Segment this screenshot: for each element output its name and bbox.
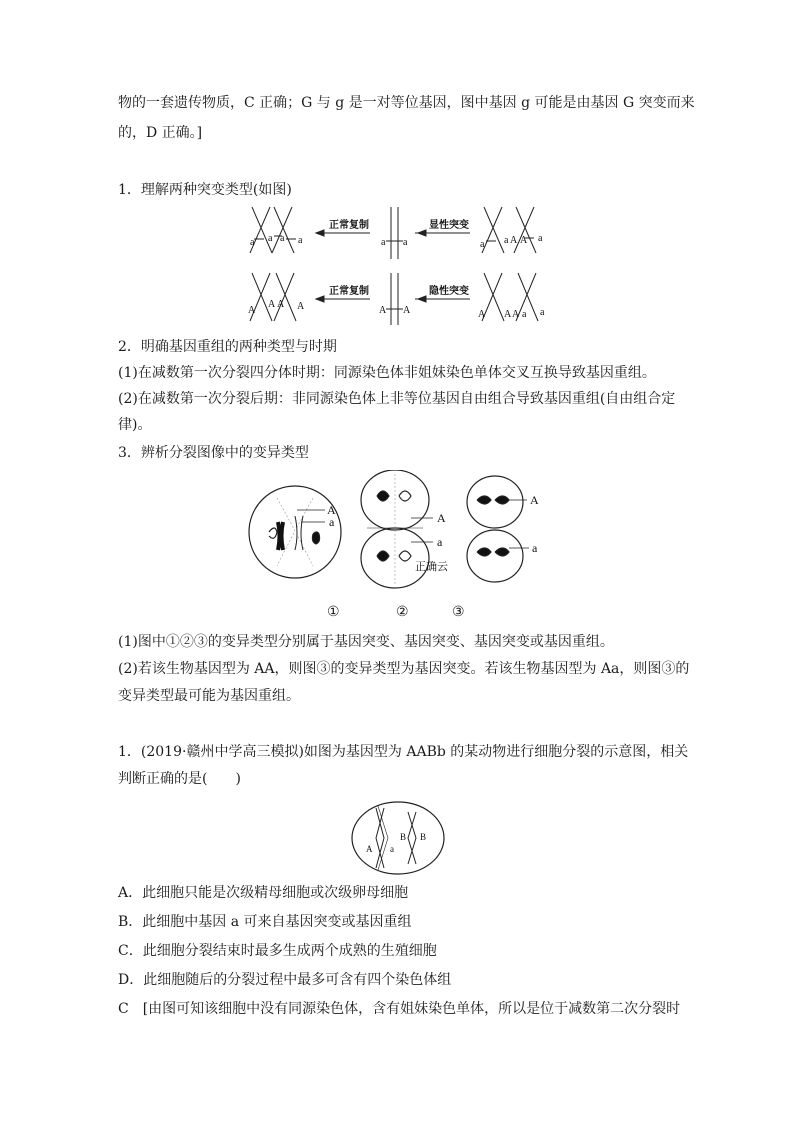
row1-center-chromosome <box>386 207 403 259</box>
row2-left-chromosomes <box>250 273 296 321</box>
cell-1-gene-A: A <box>327 503 336 517</box>
gene-label-a: a <box>268 233 273 244</box>
gene-label-a: a <box>298 235 303 246</box>
cell-2-gene-a: a <box>437 535 443 549</box>
gene-label-A: A <box>268 299 276 310</box>
gene-label-a: a <box>504 235 509 246</box>
gene-label-a: a <box>250 237 255 248</box>
figure-label-1: ① <box>327 604 340 620</box>
section-2-point-1: (1)在减数第一次分裂四分体时期：同源染色体非姐妹染色单体交叉互换导致基因重组。 <box>118 365 656 381</box>
section-3-title: 3．辨析分裂图像中的变异类型 <box>118 445 309 461</box>
row1-right-chromosomes <box>482 207 536 253</box>
gene-label-A: A <box>504 309 512 320</box>
answer-explanation: C [由图可知该细胞中没有同源染色体，含有姐妹染色单体，所以是位于减数第二次分裂时 <box>118 1001 681 1017</box>
section-3-point-1: (1)图中①②③的变异类型分别属于基因突变、基因突变、基因突变或基因重组。 <box>118 634 614 650</box>
gene-label-A: A <box>379 305 387 316</box>
cell-2-gene-A: A <box>437 511 446 525</box>
question-1-stem-cont: 判断正确的是( ) <box>118 771 241 787</box>
row2-center-chromosome <box>386 273 403 325</box>
row1-left-chromosomes <box>250 207 296 253</box>
question-1-cell-figure <box>350 800 446 876</box>
gene-label-a: a <box>381 237 386 248</box>
gene-label-a: a <box>280 233 285 244</box>
cell-1-gene-a: a <box>329 515 335 529</box>
cell-3-gene-A: A <box>530 493 539 507</box>
figure-label-3: ③ <box>452 604 465 620</box>
gene-label-A: A <box>248 305 256 316</box>
option-c: C．此细胞分裂结束时最多生成两个成熟的生殖细胞 <box>118 943 437 959</box>
option-b: B．此细胞中基因 a 可来自基因突变或基因重组 <box>118 914 412 930</box>
gene-label-a: a <box>403 237 408 248</box>
option-d: D．此细胞随后的分裂过程中最多可含有四个染色体组 <box>118 972 452 988</box>
section-1-title: 1．理解两种突变类型(如图) <box>118 182 292 198</box>
mutation-types-diagram <box>240 203 560 328</box>
gene-label-A: A <box>403 305 411 316</box>
arrow-label-dominant-mutation: 显性突变 <box>429 220 469 231</box>
section-3-point-2-cont: 变异类型最可能为基因重组。 <box>118 688 300 704</box>
cell-gene-A: A <box>366 844 373 854</box>
gene-label-a: a <box>480 239 485 250</box>
gene-label-a: a <box>540 307 545 318</box>
arrow-label-normal-replication: 正常复制 <box>329 220 369 231</box>
arrow-label-recessive-mutation: 隐性突变 <box>429 286 469 297</box>
watermark-text: 正确云 <box>415 561 448 573</box>
continuation-line-2: 的，D 正确。] <box>118 125 203 141</box>
gene-label-A: A <box>512 309 520 320</box>
arrow-label-normal-replication: 正常复制 <box>329 286 369 297</box>
cell-3-gene-a: a <box>532 541 538 555</box>
cell-division-figures <box>245 470 545 590</box>
cell-gene-a: a <box>390 844 394 854</box>
cell-1 <box>249 486 341 578</box>
option-a: A．此细胞只能是次级精母细胞或次级卵母细胞 <box>118 885 409 901</box>
cell-gene-B: B <box>420 832 427 842</box>
gene-label-A: A <box>520 235 528 246</box>
cell-gene-B: B <box>400 832 407 842</box>
gene-label-A: A <box>510 235 518 246</box>
gene-label-a: a <box>522 309 527 320</box>
section-2-point-2: (2)在减数第一次分裂后期：非同源染色体上非等位基因自由组合导致基因重组(自由组合定 <box>118 391 676 407</box>
gene-label-A: A <box>297 301 305 312</box>
figure-label-2: ② <box>396 604 409 620</box>
section-2-title: 2．明确基因重组的两种类型与时期 <box>118 339 337 355</box>
continuation-line-1: 物的一套遗传物质，C 正确；G 与 g 是一对等位基因，图中基因 g 可能是由基因 G 突变而来 <box>118 95 695 111</box>
cell-3 <box>467 476 529 582</box>
gene-label-A: A <box>277 299 285 310</box>
section-3-point-2: (2)若该生物基因型为 AA，则图③的变异类型为基因突变。若该生物基因型为 Aa，则图③的 <box>118 661 690 677</box>
gene-label-a: a <box>538 233 543 244</box>
question-1-stem: 1．(2019·赣州中学高三模拟)如图为基因型为 AABb 的某动物进行细胞分裂的示意图，相关 <box>118 744 689 760</box>
gene-label-A: A <box>478 309 486 320</box>
section-2-point-2-cont: 律)。 <box>118 417 152 433</box>
